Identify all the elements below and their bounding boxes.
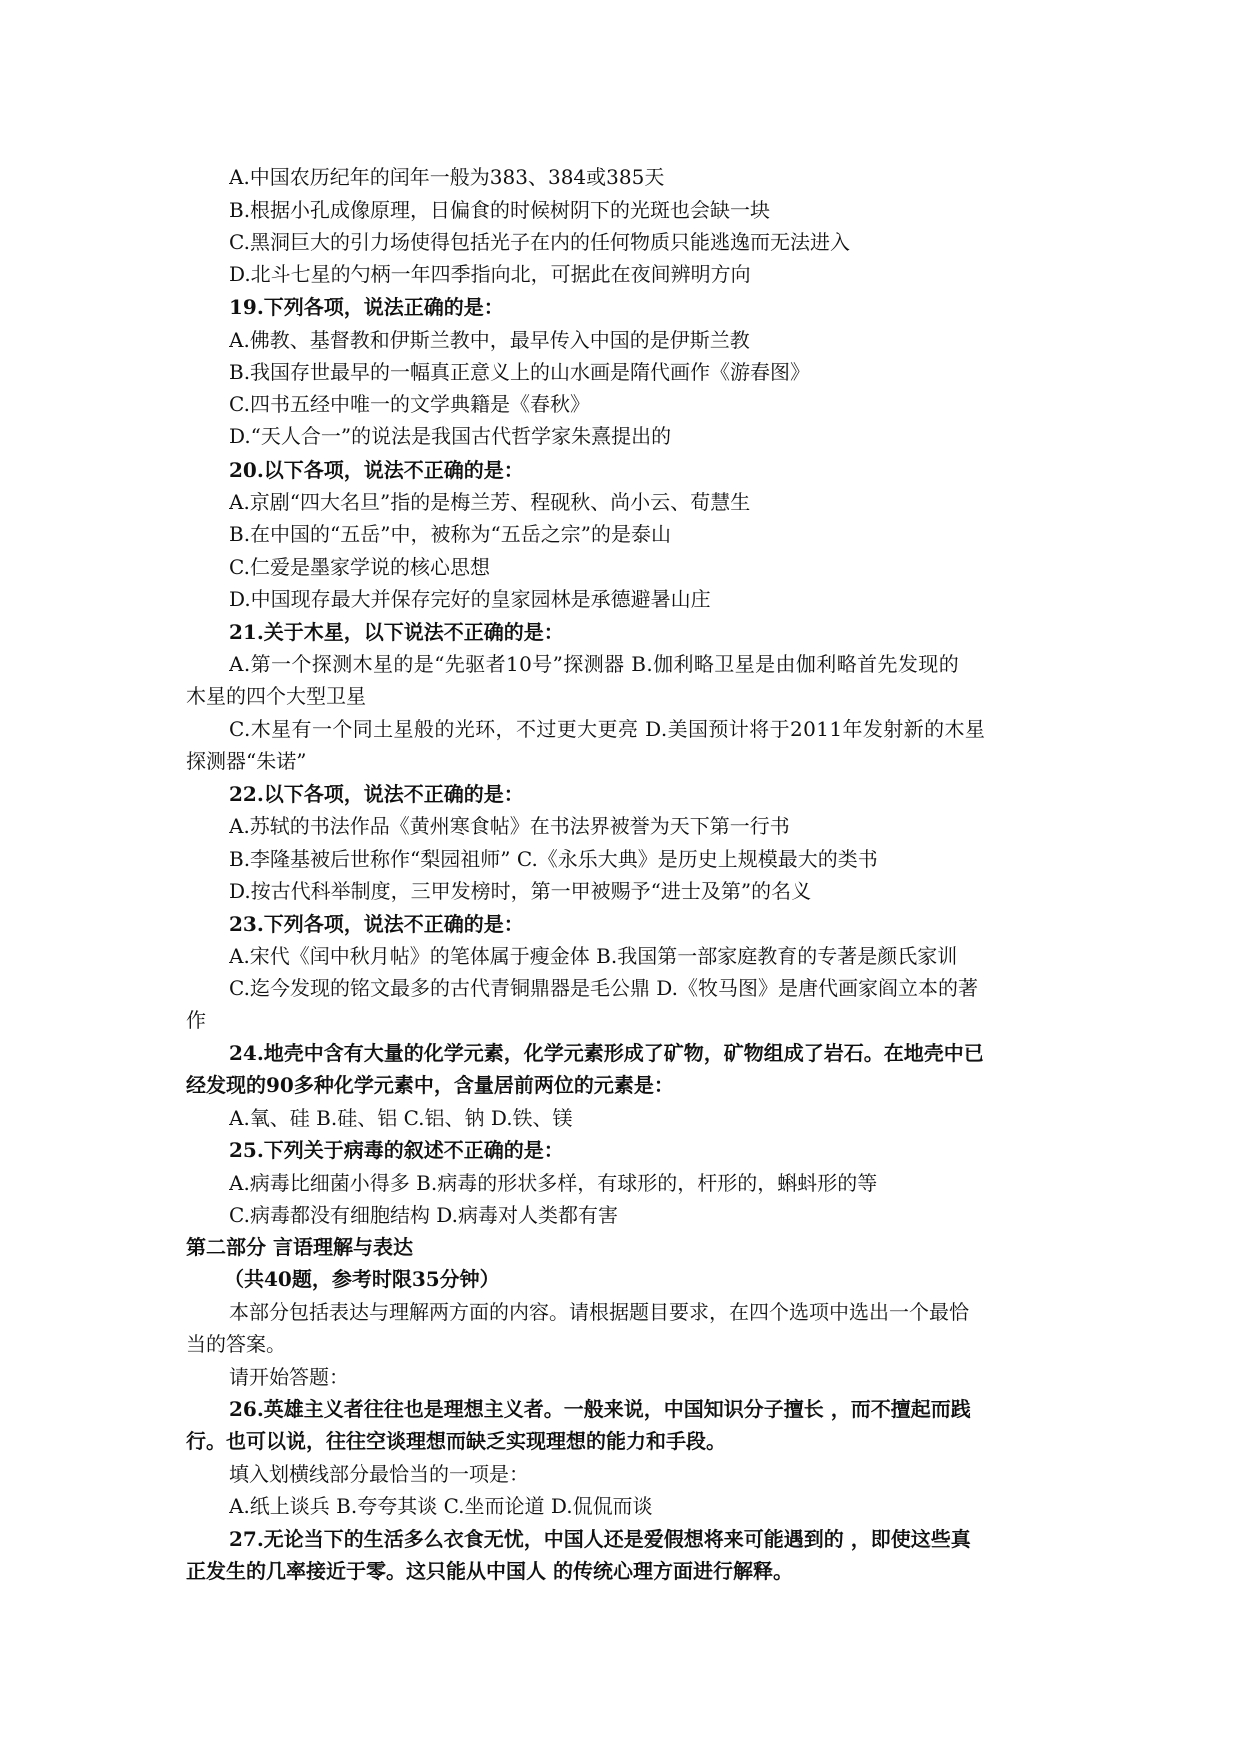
q20-stem: 20.以下各项，说法不正确的是：	[229, 458, 524, 482]
q19-option-a: A.佛教、基督教和伊斯兰教中，最早传入中国的是伊斯兰教	[229, 328, 750, 352]
q19-option-d: D.“天人合一”的说法是我国古代哲学家朱熹提出的	[229, 424, 672, 448]
q23-options-cd-line2: 作	[186, 1008, 206, 1032]
q24-stem-line1: 24.地壳中含有大量的化学元素，化学元素形成了矿物，矿物组成了岩石。在地壳中已	[229, 1041, 984, 1065]
q26-prompt: 填入划横线部分最恰当的一项是：	[229, 1462, 529, 1486]
q22-option-d: D.按古代科举制度，三甲发榜时，第一甲被赐予“进士及第”的名义	[229, 879, 812, 903]
q22-options-bc: B.李隆基被后世称作“梨园祖师” C.《永乐大典》是历史上规模最大的类书	[229, 847, 878, 871]
part2-intro-line1: 本部分包括表达与理解两方面的内容。请根据题目要求，在四个选项中选出一个最恰	[229, 1300, 969, 1324]
q23-stem: 23.下列各项，说法不正确的是：	[229, 912, 524, 936]
q26-options: A.纸上谈兵 B.夸夸其谈 C.坐而论道 D.侃侃而谈	[229, 1494, 653, 1518]
q24-stem-line2: 经发现的90多种化学元素中，含量居前两位的元素是：	[186, 1073, 674, 1097]
q25-options-ab: A.病毒比细菌小得多 B.病毒的形状多样，有球形的，杆形的，蝌蚪形的等	[229, 1171, 878, 1195]
q23-options-cd-line1: C.迄今发现的铭文最多的古代青铜鼎器是毛公鼎 D.《牧马图》是唐代画家阎立本的著	[229, 976, 978, 1000]
q21-options-ab-line1: A.第一个探测木星的是“先驱者10号”探测器 B.伽利略卫星是由伽利略首先发现的	[229, 652, 960, 676]
q21-stem: 21.关于木星，以下说法不正确的是：	[229, 620, 564, 644]
q19-option-c: C.四书五经中唯一的文学典籍是《春秋》	[229, 392, 590, 416]
q18-option-b: B.根据小孔成像原理，日偏食的时候树阴下的光斑也会缺一块	[229, 198, 771, 222]
q18-option-d: D.北斗七星的勺柄一年四季指向北，可据此在夜间辨明方向	[229, 262, 751, 286]
q26-stem-line2: 行。也可以说，往往空谈理想而缺乏实现理想的能力和手段。	[186, 1429, 726, 1453]
q22-option-a: A.苏轼的书法作品《黄州寒食帖》在书法界被誉为天下第一行书	[229, 814, 790, 838]
q20-option-d: D.中国现存最大并保存完好的皇家园林是承德避暑山庄	[229, 587, 711, 611]
q23-options-ab: A.宋代《闰中秋月帖》的笔体属于瘦金体 B.我国第一部家庭教育的专著是颜氏家训	[229, 944, 958, 968]
q27-stem-line2: 正发生的几率接近于零。这只能从中国人 的传统心理方面进行解释。	[186, 1559, 793, 1583]
part2-intro-line2: 当的答案。	[186, 1332, 286, 1356]
q24-options: A.氧、硅 B.硅、铝 C.铝、钠 D.铁、镁	[229, 1106, 573, 1130]
q22-stem: 22.以下各项，说法不正确的是：	[229, 782, 524, 806]
q21-options-cd-line2: 探测器“朱诺”	[186, 749, 307, 773]
q20-option-a: A.京剧“四大名旦”指的是梅兰芳、程砚秋、尚小云、荀慧生	[229, 490, 751, 514]
q18-option-c: C.黑洞巨大的引力场使得包括光子在内的任何物质只能逃逸而无法进入	[229, 230, 850, 254]
q27-stem-line1: 27.无论当下的生活多么衣食无忧，中国人还是爱假想将来可能遇到的 ，即使这些真	[229, 1527, 971, 1551]
q19-option-b: B.我国存世最早的一幅真正意义上的山水画是隋代画作《游春图》	[229, 360, 811, 384]
q21-options-cd-line1: C.木星有一个同土星般的光环，不过更大更亮 D.美国预计将于2011年发射新的木星	[229, 717, 986, 741]
q20-option-b: B.在中国的“五岳”中，被称为“五岳之宗”的是泰山	[229, 522, 671, 546]
part2-subtitle: （共40题，参考时限35分钟）	[224, 1267, 500, 1291]
q25-stem: 25.下列关于病毒的叙述不正确的是：	[229, 1138, 564, 1162]
q21-options-ab-line2: 木星的四个大型卫星	[186, 684, 366, 708]
q26-stem-line1: 26.英雄主义者往往也是理想主义者。一般来说，中国知识分子擅长 ，而不擅起而践	[229, 1397, 971, 1421]
q18-option-a: A.中国农历纪年的闰年一般为383、384或385天	[229, 165, 665, 189]
q25-options-cd: C.病毒都没有细胞结构 D.病毒对人类都有害	[229, 1203, 618, 1227]
q19-stem: 19.下列各项，说法正确的是：	[229, 295, 504, 319]
part2-title: 第二部分 言语理解与表达	[186, 1235, 413, 1259]
q20-option-c: C.仁爱是墨家学说的核心思想	[229, 555, 490, 579]
part2-start: 请开始答题：	[229, 1365, 349, 1389]
